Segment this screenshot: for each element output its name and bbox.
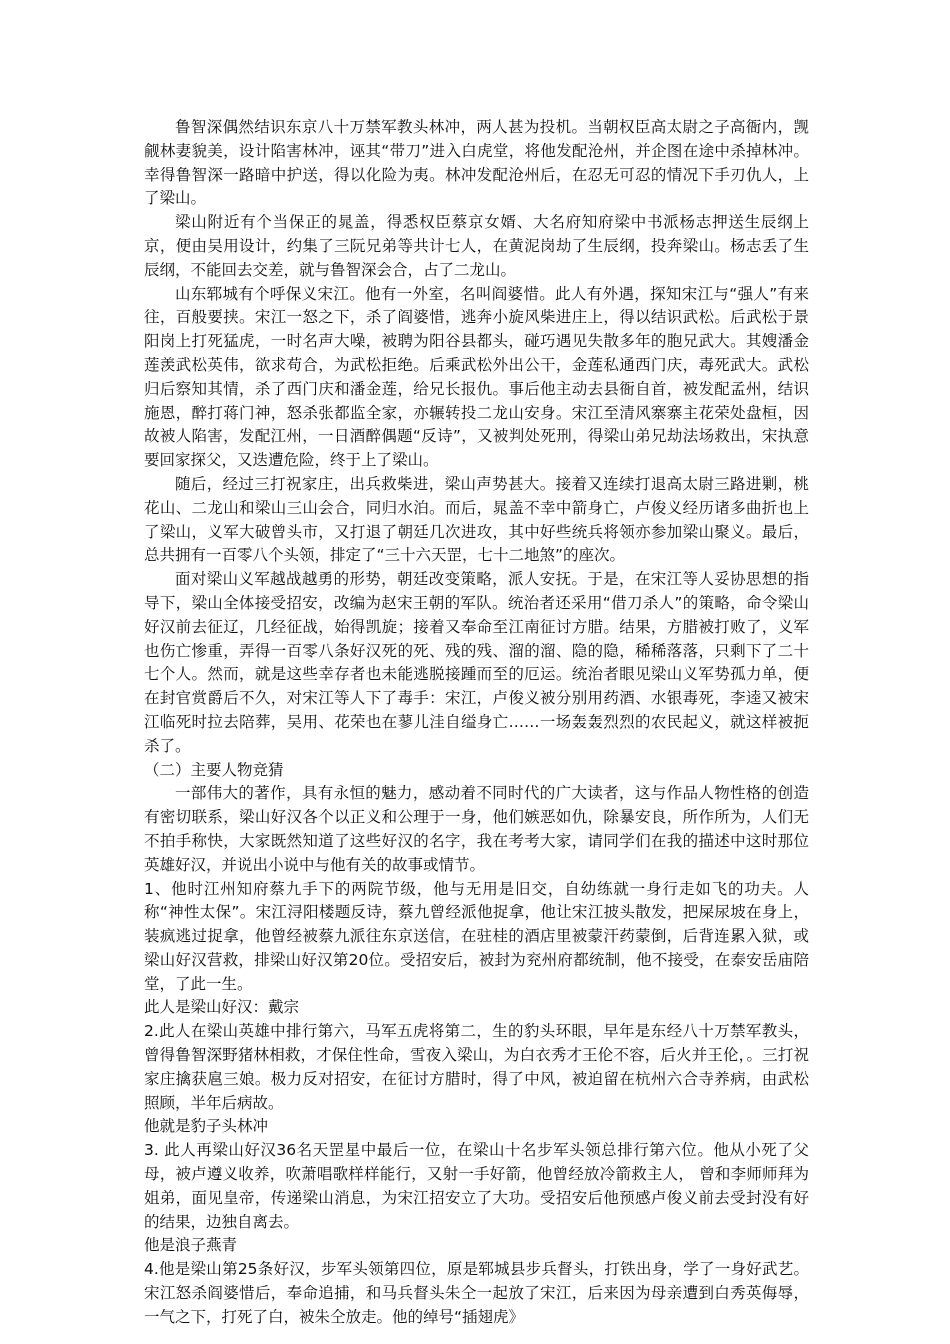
story-paragraph-4: 随后，经过三打祝家庄，出兵救柴进，梁山声势甚大。接着又连续打退高太尉三路进剿，桃花山、二龙山和梁山三山会合，同归水泊。而后，晁盖不幸中箭身亡，卢俊义经历诸多曲折也上了梁山，义军大破曾头市，又打退了朝廷几次进攻，其中好些统兵将领亦参加梁山聚义。最后，总共拥有一百零八个头领，排定了“三十六天罡，七十二地煞”的座次。 xyxy=(144,474,809,565)
answer-3: 他是浪子燕青 xyxy=(144,1236,238,1255)
question-3: 3. 此人再梁山好汉36名天罡星中最后一位，在梁山十名步军头领总排行第六位。他从小死了父母，被卢遵义收养，吹萧唱歌样样能行，又射一手好箭，他曾经放冷箭救主人， 曾和李师师拜为姐弟，面见皇帝，传递梁山消息，为宋江招安立了大功。受招安后他预感卢俊义前去受封没有好的结果，边独自离去。 xyxy=(144,1141,809,1231)
answer-1: 此人是梁山好汉：戴宗 xyxy=(144,998,300,1017)
answer-2: 他就是豹子头林冲 xyxy=(144,1117,269,1136)
quiz-intro: 一部伟大的著作，具有永恒的魅力，感动着不同时代的广大读者，这与作品人物性格的创造有密切联系，梁山好汉各个以正义和公理于一身，他们嫉恶如仇，除暴安良，所作所为，人们无不拍手称快，大家既然知道了这些好汉的名字，我在考考大家，请同学们在我的描述中这时那位英雄好汉，并说出小说中与他有关的故事或情节。 xyxy=(144,784,809,874)
section-heading: （二）主要人物竞猜 xyxy=(144,760,284,779)
story-paragraph-2: 梁山附近有个当保正的晁盖，得悉权臣蔡京女婿、大名府知府梁中书派杨志押送生辰纲上京，便由吴用设计，约集了三阮兄弟等共计七人，在黄泥岗劫了生辰纲，投奔梁山。杨志丢了生辰纲，不能回去交差，就与鲁智深会合，占了二龙山。 xyxy=(144,213,809,279)
story-paragraph-5: 面对梁山义军越战越勇的形势，朝廷改变策略，派人安抚。于是，在宋江等人妥协思想的指导下，梁山全体接受招安，改编为赵宋王朝的军队。统治者还采用“借刀杀人”的策略，命令梁山好汉前去征辽，几经征战，始得凯旋；接着又奉命至江南征讨方腊。结果，方腊被打败了，义军也伤亡惨重，弄得一百零八条好汉死的死、残的残、溜的溜、隐的隐，稀稀落落，只剩下了二十七个人。然而，就是这些幸存者也未能逃脱接踵而至的厄运。统治者眼见梁山义军势孤力单，便在封官赏爵后不久，对宋江等人下了毒手：宋江，卢俊义被分别用药酒、水银毒死，李逵又被宋江临死时拉去陪葬，吴用、花荣也在蓼儿洼自缢身亡……一场轰轰烈烈的农民起义，就这样被扼杀了。 xyxy=(144,570,809,755)
question-4: 4.他是梁山第25条好汉，步军头领第四位，原是郓城县步兵督头，打铁出身，学了一身好武艺。宋江怒杀阎婆惜后，奉命追捕，和马兵督头朱仝一起放了宋江，后来因为母亲遭到白秀英侮辱，一气之下，打死了白，被朱仝放走。他的绰号“插翅虎》 xyxy=(144,1260,809,1326)
question-1: 1、他时江州知府蔡九手下的两院节级，他与无用是旧交，自幼练就一身行走如飞的功夫。人称“神性太保”。宋江浔阳楼题反诗，蔡九曾经派他捉拿，他让宋江披头散发，把屎尿坡在身上，装疯逃过捉拿，他曾经被蔡九派往东京送信，在驻桂的酒店里被蒙汗药蒙倒，后背连累入狱，或梁山好汉营救，排梁山好汉第20位。受招安后，被封为兖州府都统制，他不接受，在泰安岳庙陪堂，了此一生。 xyxy=(144,879,809,993)
story-paragraph-1: 鲁智深偶然结识东京八十万禁军教头林冲，两人甚为投机。当朝权臣高太尉之子高衙内，觊觎林妻貌美，设计陷害林冲，诬其“带刀”进入白虎堂，将他发配沧州，并企图在途中杀掉林冲。幸得鲁智深一路暗中护送，得以化险为夷。林冲发配沧州后，在忍无可忍的情况下手刃仇人，上了梁山。 xyxy=(144,118,809,208)
question-2: 2.此人在梁山英雄中排行第六，马军五虎将第二，生的豹头环眼，早年是东经八十万禁军教头，曾得鲁智深野猪林相救，才保住性命，雪夜入梁山，为白衣秀才王伦不容，后火并王伦，。三打祝家庄擒获扈三娘。极力反对招安，在征讨方腊时，得了中风，被迫留在杭州六合寺养病，由武松照顾，半年后病故。 xyxy=(144,1022,809,1112)
document-body xyxy=(144,116,809,1330)
story-paragraph-3: 山东郓城有个呼保义宋江。他有一外室，名叫阎婆惜。此人有外遇，探知宋江与“强人”有来往，百般要挟。宋江一怒之下，杀了阎婆惜，逃奔小旋风柴进庄上，得以结识武松。后武松于景阳岗上打死猛虎，一时名声大噪，被聘为阳谷县都头，碰巧遇见失散多年的胞兄武大。其嫂潘金莲羡武松英伟，欲求苟合，为武松拒绝。后乘武松外出公干，金莲私通西门庆，毒死武大。武松归后察知其情，杀了西门庆和潘金莲，给兄长报仇。事后他主动去县衙自首，被发配孟州，结识施恩，醉打蒋门神，怒杀张都监全家，亦辗转投二龙山安身。宋江至清风寨寨主花荣处盘桓，因故被人陷害，发配江州，一日酒醉偶题“反诗”，又被判处死刑，得梁山弟兄劫法场救出，宋执意要回家探父，又迭遭危险，终于上了梁山。 xyxy=(144,284,809,470)
